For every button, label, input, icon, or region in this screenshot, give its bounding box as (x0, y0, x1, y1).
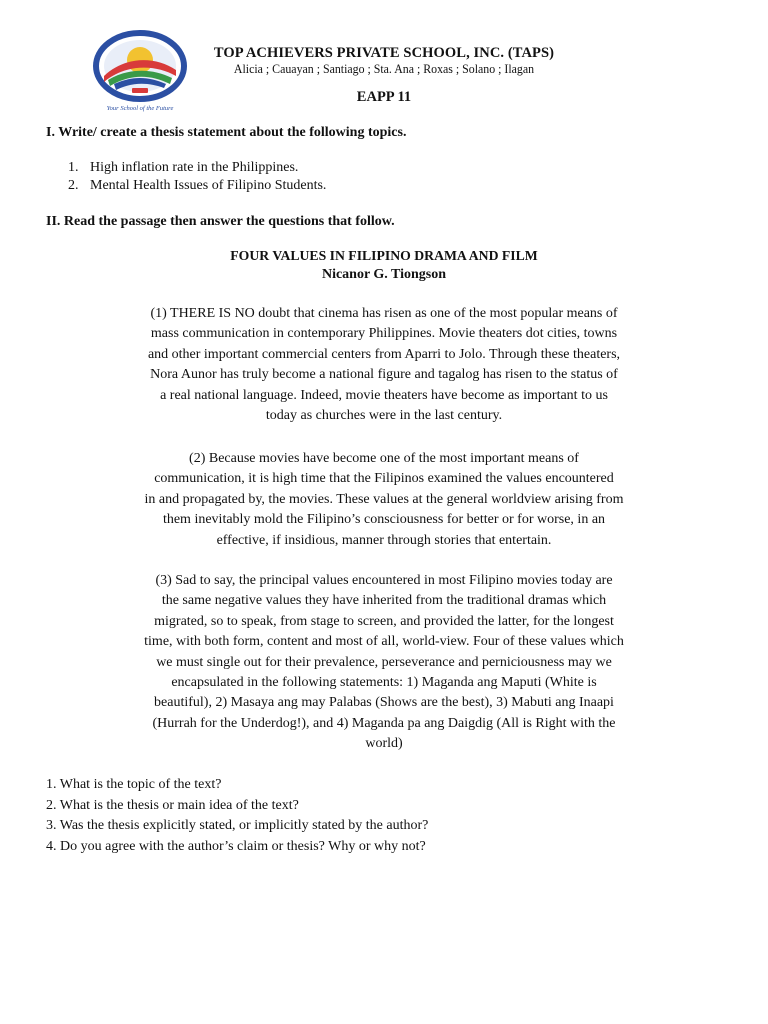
paragraph-line: encapsulated in the following statements: 1) Maganda ang Maputi (White is (171, 675, 597, 691)
paragraph-line: migrated, so to speak, from stage to screen, and provided the latter, for the longest (154, 613, 614, 629)
passage-author: Nicanor G. Tiongson (321, 267, 447, 282)
paragraph-line: the same negative values they have inherited from the traditional dramas which (161, 593, 607, 609)
paragraph-line: communication, it is high time that the Filipinos examined the values encountered (154, 471, 614, 487)
paragraph-line: mass communication in contemporary Philippines. Movie theaters dot cities, towns (150, 326, 618, 342)
question-item: 1. What is the topic of the text? (46, 777, 222, 792)
question-item: 3. Was the thesis explicitly stated, or implicitly stated by the author? (46, 818, 429, 833)
question-list (46, 777, 428, 859)
topic-list (68, 160, 326, 196)
logo-motto: Your School of the Future (106, 105, 174, 112)
school-name: TOP ACHIEVERS PRIVATE SCHOOL, INC. (TAPS) (213, 45, 555, 61)
question-item: 2. What is the thesis or main idea of the text? (46, 797, 299, 813)
paragraph-line: beautiful), 2) Masaya ang may Palabas (Shows are the best), 3) Mabuti ang Inaapi (154, 695, 614, 711)
paragraph-3 (118, 571, 650, 755)
paragraph-line: effective, if insidious, manner through stories that entertain. (216, 532, 552, 548)
question-item: 4. Do you agree with the author’s claim or thesis? Why or why not? (46, 838, 426, 854)
paragraph-1 (118, 304, 650, 426)
paragraph-line: in and propagated by, the movies. These values at the general worldview arising from (144, 491, 624, 507)
paragraph-line: Nora Aunor has truly become a national figure and tagalog has risen to the status of (150, 367, 618, 383)
paragraph-line: (Hurrah for the Underdog!), and 4) Maganda pa ang Daigdig (All is Right with the (152, 715, 616, 731)
school-locations: Alicia ; Cauayan ; Santiago ; Sta. Ana ; Roxas ; Solano ; Ilagan (233, 62, 535, 76)
paragraph-line: them inevitably mold the Filipino’s consciousness for better or for worse, in an (162, 512, 606, 528)
list-number: 1. (68, 160, 79, 175)
paragraph-line: today as churches were in the last century. (265, 408, 503, 424)
paragraph-line: time, with both form, content and most of all, world-view. Four of these values which (144, 634, 624, 650)
list-item (68, 178, 326, 196)
paragraph-line: a real national language. Indeed, movie theaters have become as important to us (160, 387, 608, 403)
paragraph-line: (3) Sad to say, the principal values encountered in most Filipino movies today are (155, 573, 613, 588)
list-text: High inflation rate in the Philippines. (90, 160, 299, 175)
paragraph-line: and other important commercial centers from Aparri to Jolo. Through these theaters, (147, 346, 621, 362)
list-number: 2. (68, 178, 79, 193)
section-2-heading: II. Read the passage then answer the questions that follow. (46, 214, 395, 229)
list-text: Mental Health Issues of Filipino Students. (90, 178, 327, 193)
school-logo (90, 30, 190, 114)
section-1-heading: I. Write/ create a thesis statement about the following topics. (46, 125, 407, 140)
list-item (68, 160, 326, 178)
passage-title: FOUR VALUES IN FILIPINO DRAMA AND FILM (230, 249, 538, 264)
paragraph-line: (1) THERE IS NO doubt that cinema has risen as one of the most popular means of (150, 306, 618, 321)
paragraph-line: world) (365, 736, 403, 752)
subject-title: EAPP 11 (356, 89, 412, 105)
paragraph-2 (118, 449, 650, 551)
paragraph-line: we must single out for their prevalence, perseverance and perniciousness may we (156, 654, 612, 670)
paragraph-line: (2) Because movies have become one of the most important means of (189, 451, 579, 466)
